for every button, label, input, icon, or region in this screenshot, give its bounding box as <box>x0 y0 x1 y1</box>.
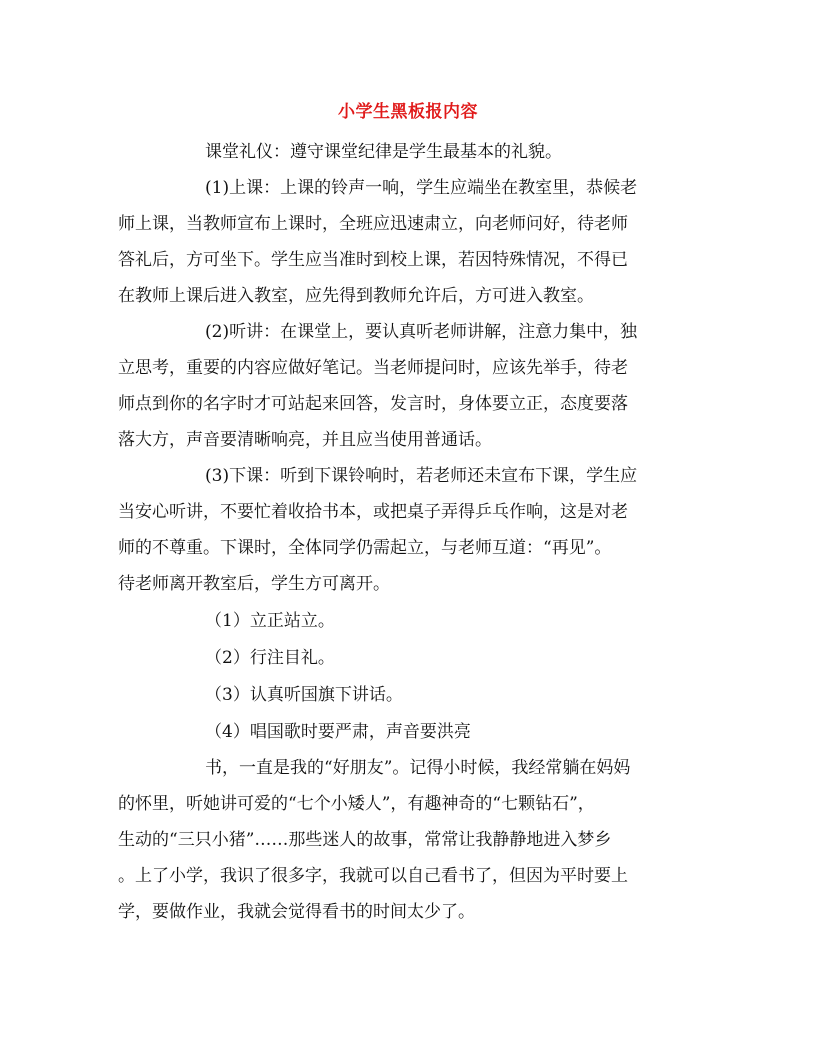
paragraph-line: 落大方，声音要清晰响亮，并且应当使用普通话。 <box>118 430 492 450</box>
document-title: 小学生黑板报内容 <box>338 102 478 122</box>
list-item: （1）立正站立。 <box>205 611 335 631</box>
paragraph-line: 立思考，重要的内容应做好笔记。当老师提问时，应该先举手，待老 <box>118 358 628 378</box>
list-item: （2）行注目礼。 <box>205 648 335 668</box>
paragraph-line: 师上课，当教师宣布上课时，全班应迅速肃立，向老师问好，待老师 <box>118 214 628 234</box>
paragraph-line: (2)听讲：在课堂上，要认真听老师讲解，注意力集中，独 <box>205 322 638 342</box>
paragraph-line: 学，要做作业，我就会觉得看书的时间太少了。 <box>118 902 475 922</box>
paragraph-line: 的怀里，听她讲可爱的“七个小矮人”，有趣神奇的“七颗钻石”， <box>118 794 595 814</box>
paragraph-line: 师的不尊重。下课时，全体同学仍需起立，与老师互道：“再见”。 <box>118 538 612 558</box>
paragraph-line: 当安心听讲，不要忙着收拾书本，或把桌子弄得乒乓作响，这是对老 <box>118 502 628 522</box>
list-item: （4）唱国歌时要严肃，声音要洪亮 <box>205 722 471 742</box>
paragraph-line: 课堂礼仪：遵守课堂纪律是学生最基本的礼貌。 <box>205 142 562 162</box>
paragraph-line: (1)上课：上课的铃声一响，学生应端坐在教室里，恭候老 <box>205 178 638 198</box>
paragraph-line: 书，一直是我的“好朋友”。记得小时候，我经常躺在妈妈 <box>205 758 631 778</box>
paragraph-line: 。上了小学，我识了很多字，我就可以自己看书了，但因为平时要上 <box>118 866 628 886</box>
paragraph-line: 师点到你的名字时才可站起来回答，发言时，身体要立正，态度要落 <box>118 394 628 414</box>
paragraph-line: 生动的“三只小猪”……那些迷人的故事，常常让我静静地进入梦乡 <box>118 830 612 850</box>
paragraph-line: (3)下课：听到下课铃响时，若老师还未宣布下课，学生应 <box>205 466 638 486</box>
list-item: （3）认真听国旗下讲话。 <box>205 685 403 705</box>
paragraph-line: 在教师上课后进入教室，应先得到教师允许后，方可进入教室。 <box>118 286 594 306</box>
paragraph-line: 待老师离开教室后，学生方可离开。 <box>118 574 390 594</box>
paragraph-line: 答礼后，方可坐下。学生应当准时到校上课，若因特殊情况，不得已 <box>118 250 628 270</box>
